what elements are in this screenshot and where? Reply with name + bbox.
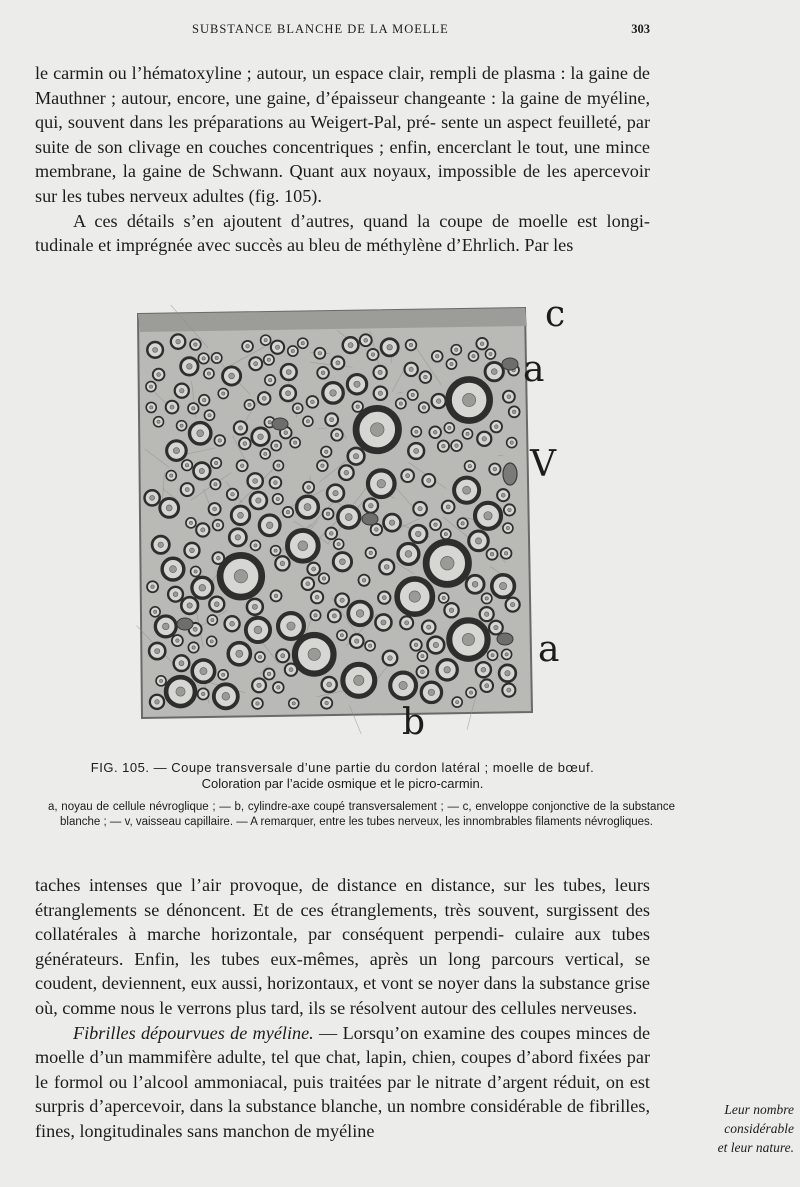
caption-line: FIG. 105. — Coupe transversale d’une partie du cordon latéral ; moelle de bœuf.	[90, 760, 595, 775]
text-line: sente un aspect feuilleté, par suite de son clivage en couches concentriques ;	[35, 112, 651, 157]
margin-note-line: Leur nombre	[724, 1102, 794, 1117]
text-line: tudinale et imprégnée avec succès au bleu de méthylène d’Ehrlich. Par les	[35, 235, 574, 256]
text-block-bottom	[35, 873, 650, 1144]
text-line: A ces détails s’en ajoutent d’autres, quand la coupe de moelle est longi-	[73, 210, 650, 231]
margin-note-line: et leur nature.	[717, 1140, 794, 1155]
figure-label-a-top: a	[523, 349, 545, 390]
paragraph-3	[35, 873, 650, 1021]
text-line: enfin, encerclant le tout, une mince membrane, la gaine de Schwann. Quant	[35, 136, 650, 182]
margin-note-line: considérable	[724, 1121, 794, 1136]
text-line: aux noyaux, impossible de les apercevoir sur les tubes nerveux adultes	[35, 161, 650, 206]
text-line: surgissent des collatérales à marche horizontale, par conséquent perpendi-	[35, 899, 650, 945]
caption-line: Coloration par l’acide osmique et le picro-carmin.	[201, 776, 484, 791]
paragraph-1	[35, 61, 650, 209]
text-line: (fig. 105).	[248, 185, 322, 206]
running-title: SUBSTANCE BLANCHE DE LA MOELLE	[192, 22, 449, 36]
text-line: culaire aux tubes générateurs. Enfin, les tubes eux-mêmes, après un long	[35, 924, 651, 969]
text-line: — Lorsqu’on examine des coupes minces	[313, 1022, 628, 1043]
figure-label-c: c	[545, 294, 566, 335]
figure-105	[130, 294, 600, 743]
text-line: de moelle d’un mammifère adulte, tel que chat, lapin, chien, coupes d’abord	[35, 1022, 651, 1068]
figure-caption	[35, 760, 650, 792]
text-line: noyer dans la substance grise où, comme nous le verrons plus tard, ils se	[35, 973, 651, 1018]
section-lead: Fibrilles dépourvues de myéline.	[73, 1022, 314, 1043]
text-line: taches intenses que l’air provoque, de distance en distance, sur les tubes,	[35, 875, 607, 895]
figure-label-v: V	[530, 444, 556, 485]
figure-label-b: b	[402, 702, 426, 743]
paragraph-4	[35, 1021, 650, 1144]
text-line: fixées par le formol ou l’alcool ammoniacal, puis traitées par le nitrate d’argent	[35, 1047, 651, 1092]
text-line: le carmin ou l’hématoxyline ; autour, un espace clair, rempli de plasma : la	[35, 63, 584, 83]
text-line: la gaine de myéline, qui, souvent dans les préparations au Weigert-Pal, pré-	[35, 87, 651, 133]
text-line: réduit, on est surpris d’apercevoir, dans la substance blanche, un nombre	[35, 1071, 650, 1117]
text-line: considérable de fibrilles, fines, longitudinales sans manchon de myéline	[35, 1096, 650, 1141]
text-line: résolvent autour des cellules nerveuses.	[349, 997, 638, 1018]
paragraph-2	[35, 209, 650, 258]
running-header	[150, 22, 650, 42]
text-line: gaine de Mauthner ; autour, encore, une gaine, d’épaisseur changeante :	[35, 63, 651, 108]
page-number: 303	[631, 22, 650, 36]
text-block-top	[35, 61, 650, 258]
margin-note	[666, 1100, 794, 1157]
text-line: leurs étranglements se dénoncent. Et de ces étranglements, très souvent,	[35, 875, 650, 920]
figure-label-a-bottom: a	[538, 629, 560, 670]
figure-legend: a, noyau de cellule névroglique ; — b, cylindre-axe coupé transversalement ; — c, enveloppe conjonctive de la substance blanche ; — v, vaisseau capillaire. — A remarquer, entre les tubes nerveux, les innombrables filaments névrogliques.	[48, 801, 675, 828]
text-line: parcours vertical, se coudent, deviennent, eux aussi, horizontaux, et vont se	[35, 948, 651, 994]
